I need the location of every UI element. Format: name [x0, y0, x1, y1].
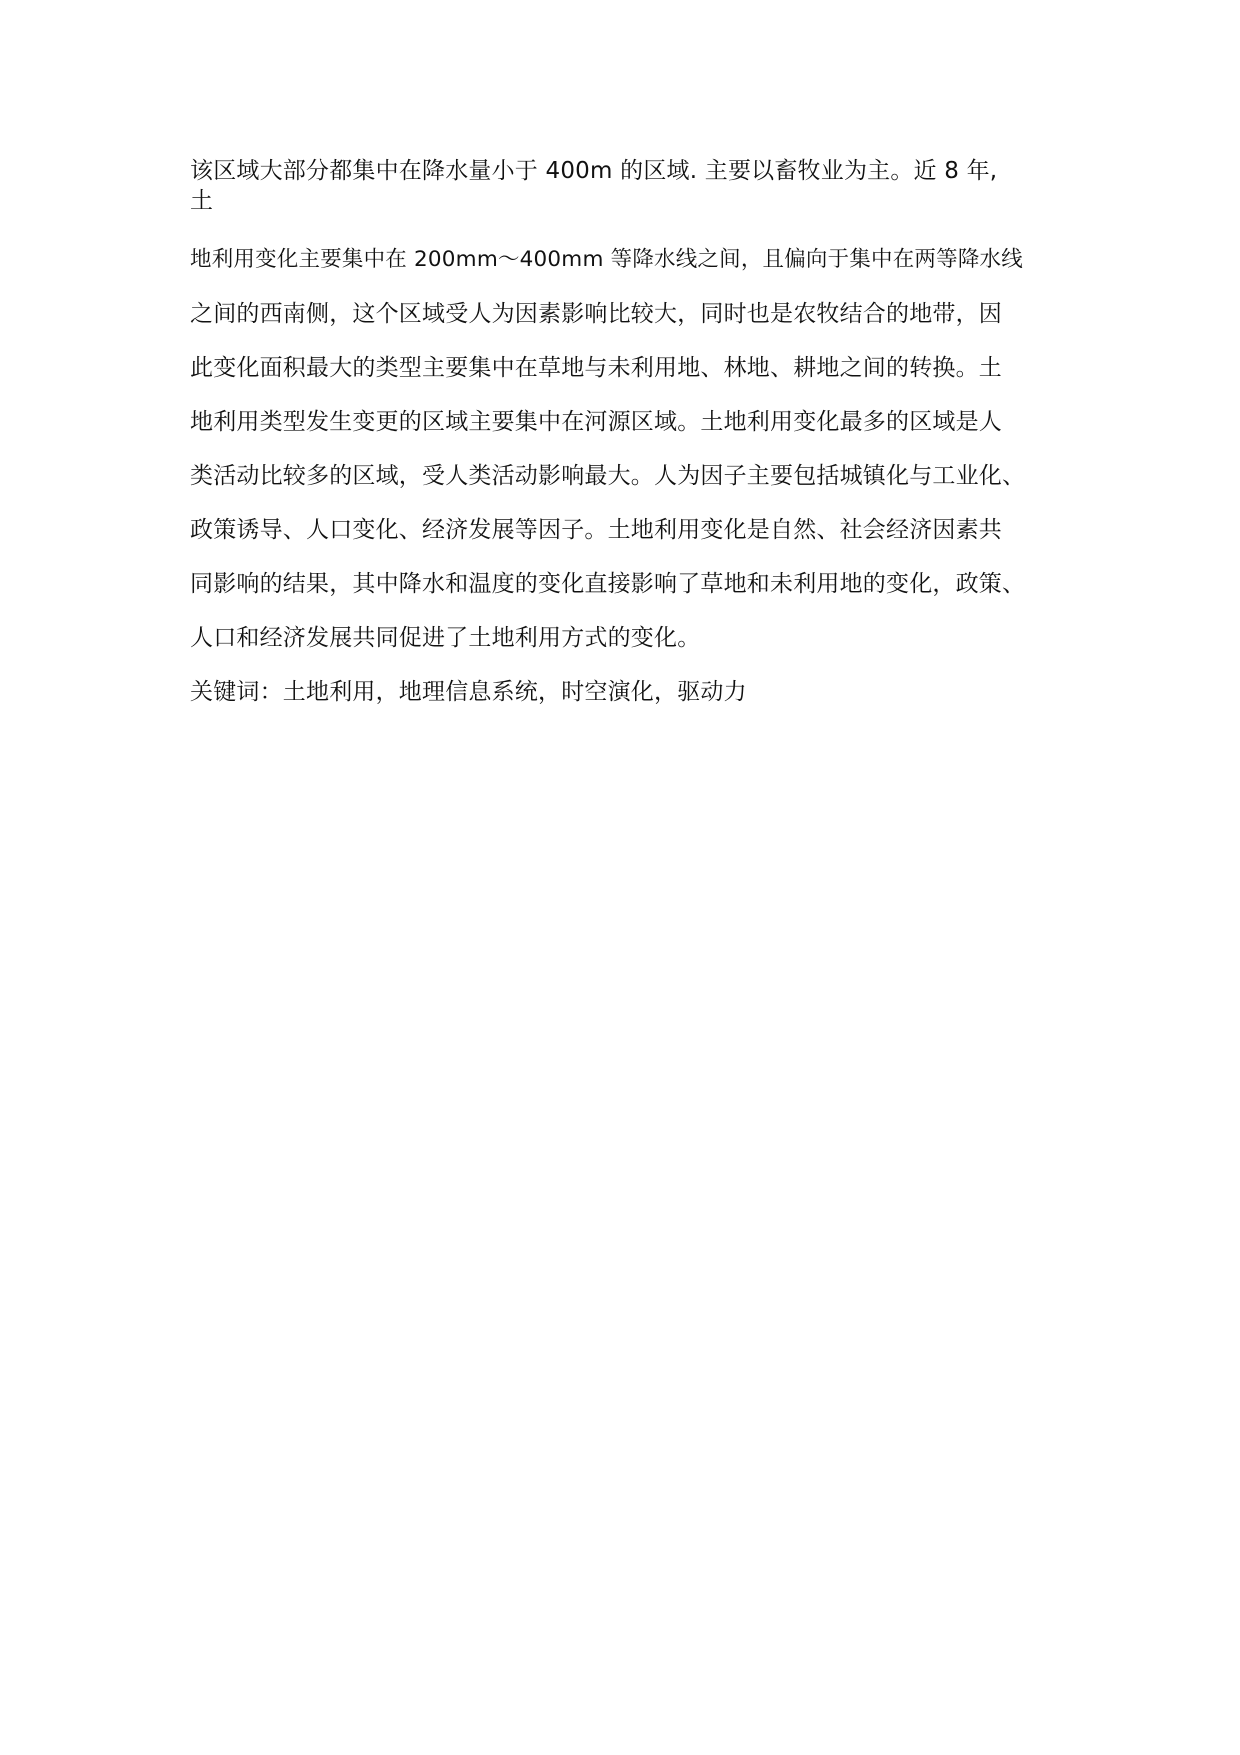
abstract-text — [190, 156, 1070, 707]
text-line: 同影响的结果，其中降水和温度的变化直接影响了草地和未利用地的变化，政策、 — [190, 571, 1026, 597]
text-line: 地利用变化主要集中在 200mm～400mm 等降水线之间，且偏向于集中在两等降水线 — [190, 247, 1023, 272]
text-line: 之间的西南侧，这个区域受人为因素影响比较大，同时也是农牧结合的地带，因 — [190, 301, 1002, 327]
text-line: 政策诱导、人口变化、经济发展等因子。土地利用变化是自然、社会经济因素共 — [190, 517, 1002, 543]
text-line: 人口和经济发展共同促进了土地利用方式的变化。 — [190, 625, 701, 651]
text-line: 此变化面积最大的类型主要集中在草地与未利用地、林地、耕地之间的转换。土 — [190, 355, 1002, 381]
text-line: 土 — [190, 188, 214, 214]
keywords-line: 关键词：土地利用，地理信息系统，时空演化，驱动力 — [190, 679, 747, 705]
text-line: 类活动比较多的区域，受人类活动影响最大。人为因子主要包括城镇化与工业化、 — [190, 463, 1026, 489]
text-line: 该区域大部分都集中在降水量小于 400m 的区域. 主要以畜牧业为主。近 8 年, — [190, 158, 998, 184]
text-line: 地利用类型发生变更的区域主要集中在河源区域。土地利用变化最多的区域是人 — [190, 409, 1002, 435]
